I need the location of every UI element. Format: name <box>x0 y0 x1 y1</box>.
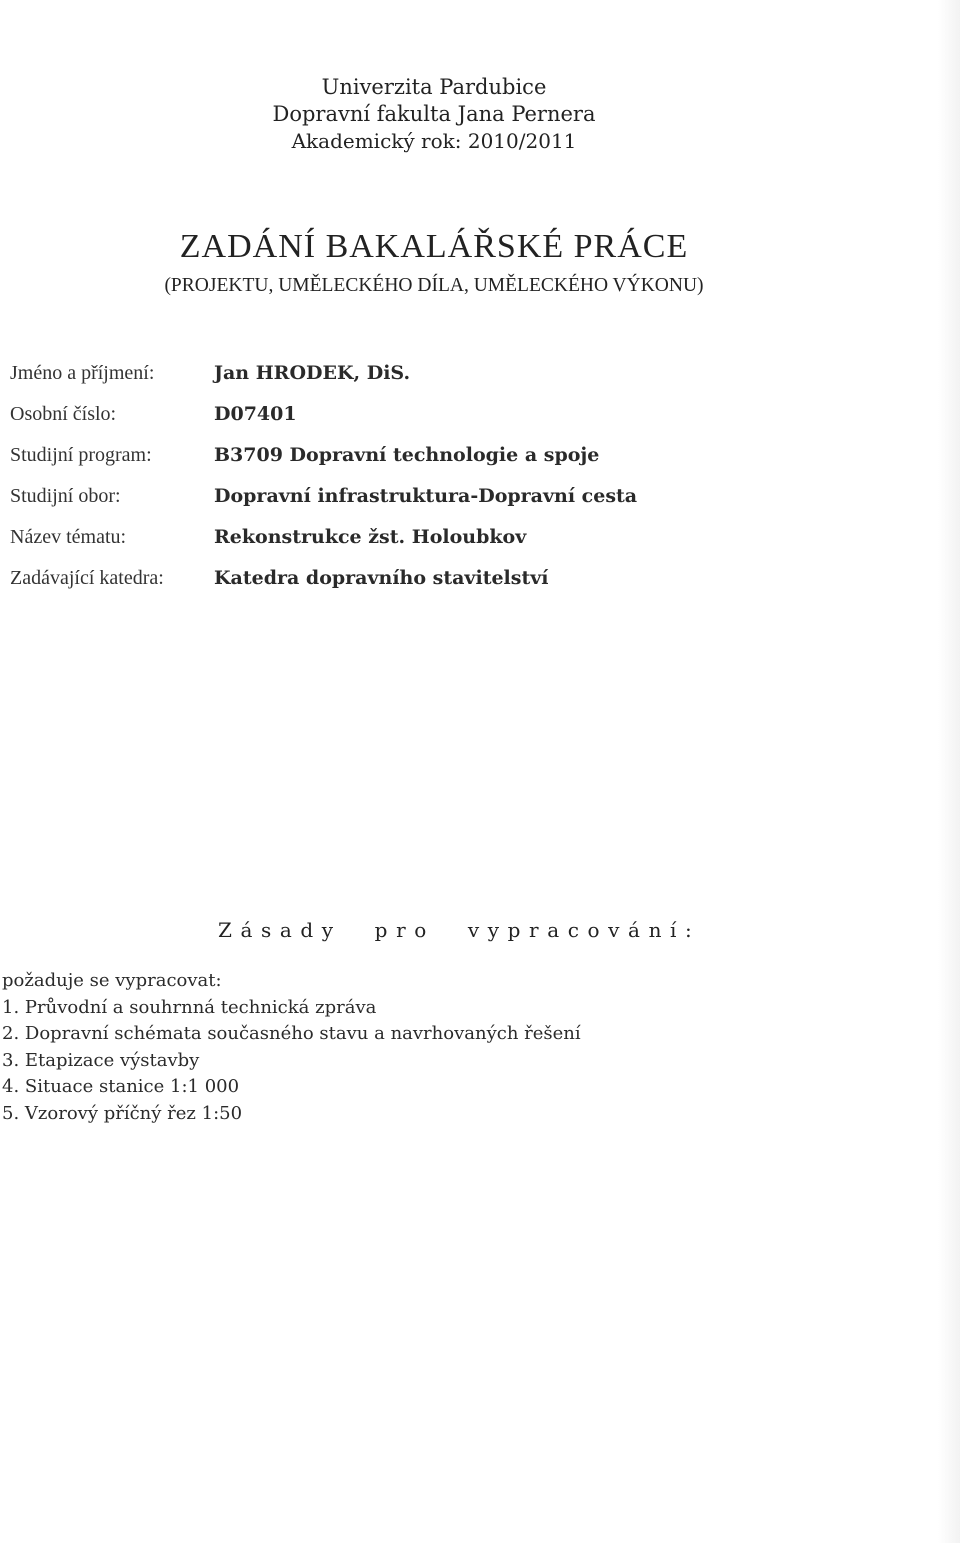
info-row-study-program <box>10 444 710 485</box>
tasks-list <box>2 995 581 1128</box>
info-value: Katedra dopravního stavitelství <box>214 567 549 589</box>
info-row-topic <box>10 526 710 567</box>
list-item: 3. Etapizace výstavby <box>2 1049 200 1071</box>
info-value: D07401 <box>214 403 297 425</box>
info-label: Zadávající katedra: <box>10 567 164 589</box>
student-info-table <box>10 362 710 608</box>
list-item: 1. Průvodní a souhrnná technická zpráva <box>2 996 377 1018</box>
scan-edge-shadow <box>938 0 960 1543</box>
info-label: Studijní obor: <box>10 485 121 507</box>
tasks-intro: požaduje se vypracovat: <box>2 970 222 991</box>
faculty-name: Dopravní fakulta Jana Pernera <box>272 102 596 126</box>
university-name: Univerzita Pardubice <box>321 75 547 99</box>
info-value: Jan HRODEK, DiS. <box>214 362 411 384</box>
info-label: Název tématu: <box>10 526 127 548</box>
tasks-section <box>2 968 581 1127</box>
list-item: 2. Dopravní schémata současného stavu a navrhovaných řešení <box>2 1023 581 1044</box>
document-title: ZADÁNÍ BAKALÁŘSKÉ PRÁCE <box>179 228 689 265</box>
info-row-name <box>10 362 710 403</box>
principles-heading: Zásady pro vypracování: <box>218 918 701 942</box>
info-value: Rekonstrukce žst. Holoubkov <box>214 526 527 548</box>
info-row-study-field <box>10 485 710 526</box>
info-label: Studijní program: <box>10 444 152 466</box>
info-label: Jméno a příjmení: <box>10 362 155 384</box>
academic-year: Akademický rok: 2010/2011 <box>291 129 577 153</box>
document-header <box>0 74 868 155</box>
info-row-personal-number <box>10 403 710 444</box>
info-value: B3709 Dopravní technologie a spoje <box>214 444 600 466</box>
info-label: Osobní číslo: <box>10 403 117 425</box>
info-row-department <box>10 567 710 608</box>
document-subtitle: (PROJEKTU, UMĚLECKÉHO DÍLA, UMĚLECKÉHO VÝKONU) <box>164 275 704 296</box>
list-item: 5. Vzorový příčný řez 1:50 <box>2 1102 243 1124</box>
info-value: Dopravní infrastruktura-Dopravní cesta <box>214 485 638 507</box>
list-item: 4. Situace stanice 1:1 000 <box>2 1076 240 1097</box>
